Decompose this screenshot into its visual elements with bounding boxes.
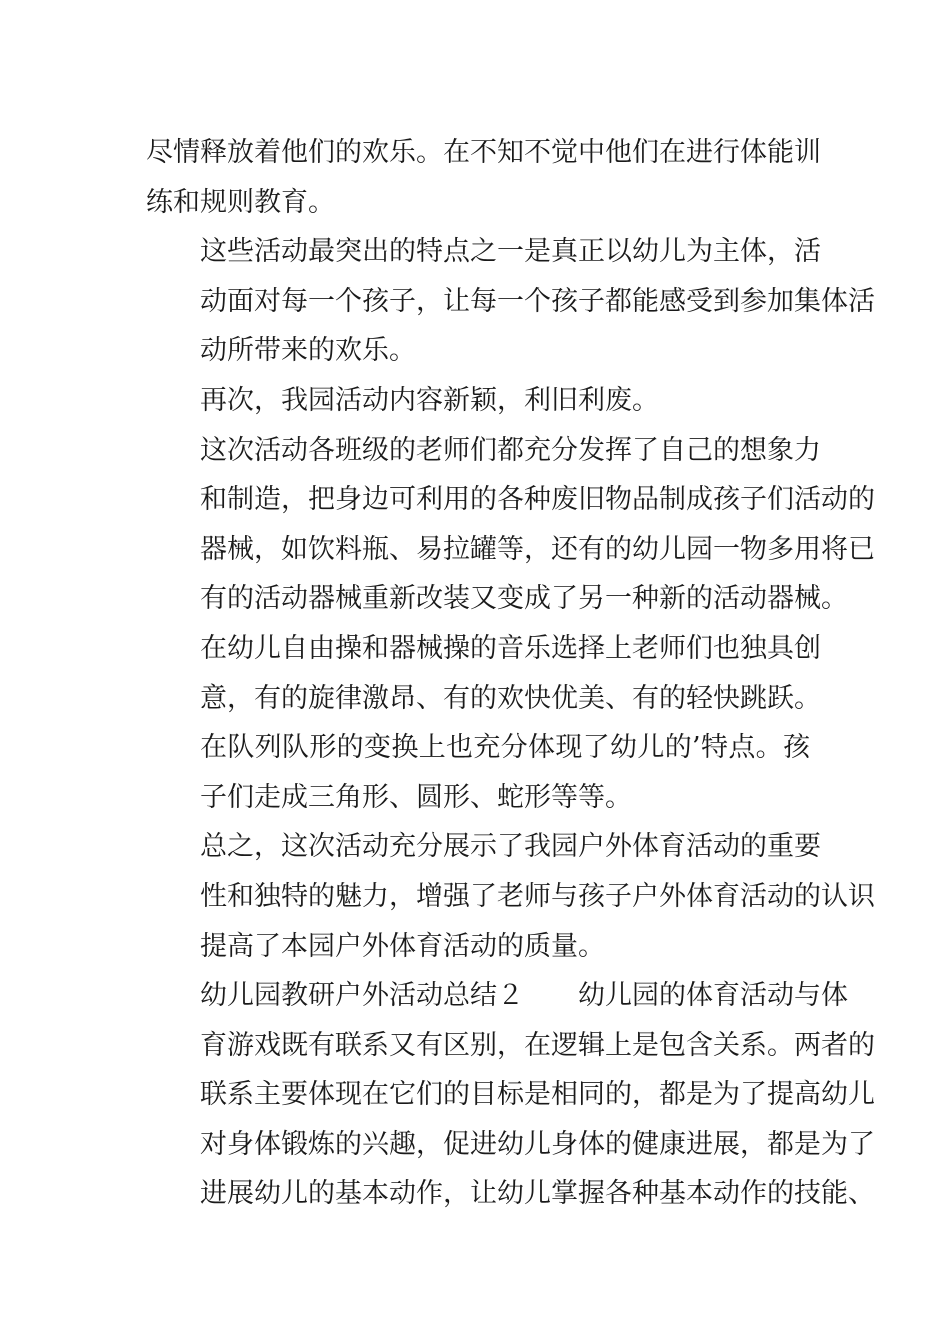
- text-line: 进展幼儿的基本动作，让幼儿掌握各种基本动作的技能、: [200, 1178, 875, 1210]
- text-line: 在队列队形的变换上也充分体现了幼儿的’特点。孩: [200, 732, 810, 764]
- text-line: 在幼儿自由操和器械操的音乐选择上老师们也独具创: [200, 632, 821, 664]
- paragraph: [146, 624, 821, 723]
- text-line: 子们走成三角形、圆形、蛇形等等。: [200, 781, 632, 813]
- text-line: 总之，这次活动充分展示了我园户外体育活动的重要: [200, 831, 821, 863]
- text-line: 幼儿园教研户外活动总结２ 幼儿园的体育活动与体: [200, 980, 848, 1012]
- paragraph: [146, 822, 875, 971]
- text-line: 有的活动器械重新改装又变成了另一种新的活动器械。: [200, 583, 848, 615]
- document-body: [146, 128, 875, 1219]
- paragraph: [146, 227, 875, 376]
- text-line: 尽情释放着他们的欢乐。在不知不觉中他们在进行体能训: [146, 137, 821, 168]
- paragraph: [146, 376, 810, 426]
- text-line: 对身体锻炼的兴趣，促进幼儿身体的健康进展，都是为了: [200, 1128, 875, 1160]
- text-line: 这些活动最突出的特点之一是真正以幼儿为主体，活: [200, 236, 821, 268]
- text-line: 育游戏既有联系又有区别，在逻辑上是包含关系。两者的: [200, 1029, 875, 1061]
- text-line: 和制造，把身边可利用的各种废旧物品制成孩子们活动的: [200, 484, 875, 516]
- text-line: 再次，我园活动内容新颖，利旧利废。: [200, 384, 659, 416]
- text-line: 动所带来的欢乐。: [200, 335, 416, 367]
- text-line: 意，有的旋律激昂、有的欢快优美、有的轻快跳跃。: [200, 682, 821, 714]
- text-line: 练和规则教育。: [146, 186, 335, 218]
- paragraph: [146, 723, 810, 822]
- paragraph: [146, 426, 875, 624]
- text-line: 提高了本园户外体育活动的质量。: [200, 930, 605, 962]
- text-line: 器械，如饮料瓶、易拉罐等，还有的幼儿园一物多用将已: [200, 533, 875, 565]
- paragraph: [146, 971, 875, 1219]
- text-line: 联系主要体现在它们的目标是相同的，都是为了提高幼儿: [200, 1079, 875, 1111]
- text-line: 这次活动各班级的老师们都充分发挥了自己的想象力: [200, 434, 821, 466]
- text-line: 动面对每一个孩子，让每一个孩子都能感受到参加集体活: [200, 285, 875, 317]
- paragraph: [146, 128, 821, 227]
- text-line: 性和独特的魅力，增强了老师与孩子户外体育活动的认识: [200, 880, 875, 912]
